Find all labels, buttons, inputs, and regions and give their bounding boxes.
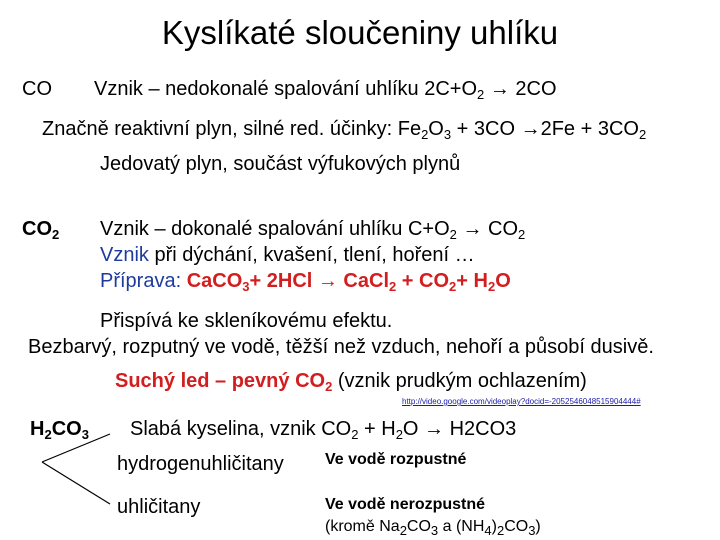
h2co3-desc: Slabá kyselina, vznik $CO_2 + H_2O \to H2CO3$: [130, 418, 517, 442]
co2-vznik-respiration: Vznik při dýchání, kvašení, tlení, hoření …: [100, 244, 475, 266]
co-toxic: Jedovatý plyn, součást výfukových plynů: [100, 153, 461, 175]
co2-dry-ice: Suchý led – pevný $CO_2$ (vznik prudkým ochlazením): [115, 370, 587, 394]
branch-lines: [40, 432, 120, 522]
salt-hydrogencarbonates-note: Ve vodě rozpustné: [325, 451, 467, 468]
salt-carbonates: uhličitany: [117, 496, 201, 518]
co2-priprava: Příprava: CaCO$_3$+ 2HCl → CaCl$_2$ + $CO_2+ H_2O$: [100, 270, 511, 294]
co2-greenhouse: Přispívá ke skleníkovému efektu.: [100, 310, 393, 332]
h2co3-label: $H_2CO_3$: [30, 418, 89, 442]
branch-line-upper: [42, 434, 110, 462]
salt-carbonates-note: Ve vodě nerozpustné: [325, 496, 486, 513]
co2-label: $CO_2$: [22, 218, 60, 242]
salt-hydrogencarbonates: hydrogenuhličitany: [117, 453, 284, 475]
co2-properties: Bezbarvý, rozputný ve vodě, těžší než vzduch, nehoří a působí dusivě.: [28, 336, 654, 358]
page-title: Kyslíkaté sloučeniny uhlíku: [161, 14, 559, 51]
co2-vznik: Vznik – dokonalé spalování uhlíku $C+O_2 \to CO_2$: [100, 218, 526, 242]
co-label: CO: [22, 78, 52, 100]
video-link[interactable]: http://video.google.com/videoplay?docid=-2052546048515904444#: [402, 397, 641, 406]
co-vznik: Vznik – nedokonalé spalování uhlíku $2C+O_2 \to 2CO$: [94, 78, 557, 102]
salt-carbonates-exception: (kromě $Na_2CO_3$ a $(NH_4)_2CO_3$): [325, 518, 541, 538]
co-reactive: Značně reaktivní plyn, silné red. účinky: $Fe_2O_3 + 3CO \to 2Fe + 3CO_2$: [42, 118, 647, 142]
branch-line-lower: [42, 462, 110, 504]
